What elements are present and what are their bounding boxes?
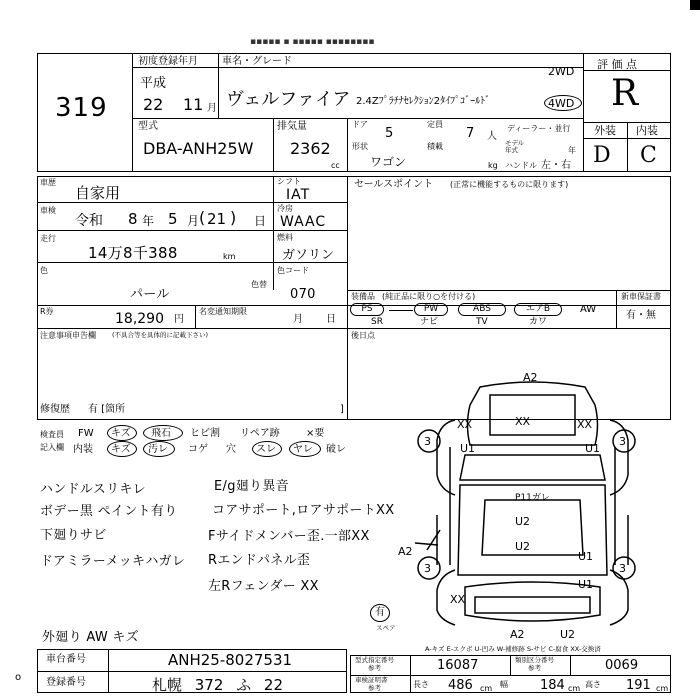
inspection-year-unit: 年 bbox=[142, 214, 155, 228]
diagram-mark-xx-left: XX bbox=[457, 418, 473, 431]
back-seat-label: 後日点 bbox=[351, 331, 375, 340]
drive-4wd: 4WD bbox=[548, 97, 575, 110]
inspector-wear: スレ bbox=[256, 444, 276, 455]
equip-pw: PW bbox=[414, 303, 448, 316]
color-label: 色 bbox=[40, 266, 48, 275]
usage-value: 自家用 bbox=[75, 184, 121, 202]
recycle-unit: 円 bbox=[174, 314, 184, 325]
class-label: 類別区分番号 bbox=[515, 656, 554, 664]
model-num-label: 型式指定番号 bbox=[355, 656, 394, 664]
certificate-sub: 参考 bbox=[368, 684, 381, 692]
inspector-label-2: 記入欄 bbox=[40, 443, 64, 452]
repair-close: ] bbox=[340, 404, 344, 415]
color-code-label: 色コード bbox=[277, 266, 309, 275]
inspection-label: 車検 bbox=[40, 206, 56, 215]
equip-sr: SR bbox=[371, 317, 383, 327]
inspector-label-1: 検査員 bbox=[40, 430, 64, 439]
diagram-mark-u2-mid: U2 bbox=[515, 515, 531, 528]
corner-mark bbox=[690, 0, 700, 10]
length-label: 長さ bbox=[413, 680, 429, 689]
diagram-mark-a2-top: A2 bbox=[523, 371, 538, 384]
dealer-text: ディーラー・並行 bbox=[507, 124, 571, 133]
circle-wear bbox=[252, 441, 282, 457]
color-code-value: 070 bbox=[290, 287, 316, 302]
inspector-req: ×要 bbox=[306, 428, 325, 439]
diagram-mark-3-rl: 3 bbox=[424, 562, 431, 575]
chassis-label: 車台番号 bbox=[46, 654, 86, 665]
spare-label: 有 bbox=[375, 607, 385, 618]
shape-label: 形状 bbox=[352, 142, 368, 151]
first-reg-month: 11 bbox=[183, 95, 204, 114]
inspector-repair: リペア跡 bbox=[240, 428, 280, 439]
note-left-1: ハンドルスリキレ bbox=[40, 482, 146, 497]
capacity-label: 定員 bbox=[427, 120, 443, 129]
circle-dirt bbox=[143, 441, 175, 457]
diagram-mark-u1-fr: U1 bbox=[585, 442, 601, 455]
class-value: 0069 bbox=[605, 658, 639, 673]
shift-label: シフト bbox=[277, 177, 301, 186]
width-value: 184 bbox=[540, 678, 565, 693]
model-label: 型式 bbox=[138, 121, 158, 132]
cooling-value: WAAC bbox=[280, 214, 327, 230]
note-bottom: 外廻り AW キズ bbox=[42, 630, 139, 645]
spare-caption: スペア bbox=[376, 624, 396, 632]
inspection-era: 令和 bbox=[75, 213, 103, 229]
displacement-unit: cc bbox=[331, 161, 340, 170]
equip-aw: AW bbox=[580, 304, 597, 315]
first-reg-label: 初度登録年月 bbox=[138, 56, 198, 67]
inspector-scratch: キズ bbox=[111, 428, 131, 439]
length-value: 486 bbox=[448, 678, 473, 693]
inspector-dirt: 汚レ bbox=[148, 444, 168, 455]
diagram-legend: A-キズ E-エクボ U-凹み W-補修跡 S-サビ C-腐食 XX-交換済 bbox=[425, 645, 601, 653]
grade-label: 評 価 点 bbox=[597, 58, 637, 71]
notice-label: 名変通知期限 bbox=[199, 307, 247, 316]
paren-open: ( bbox=[199, 208, 206, 227]
doors-label: ドア bbox=[352, 120, 368, 129]
registration-value: 札幌 372 ふ 22 bbox=[152, 676, 284, 694]
paren-close: ) bbox=[230, 208, 237, 227]
inspector-int-scratch: キズ bbox=[111, 444, 131, 455]
diagram-mark-p11: P11ガレ bbox=[515, 493, 550, 503]
model-year-unit: 年 bbox=[568, 146, 576, 155]
notice-day-unit: 日 bbox=[326, 314, 336, 325]
interior-label: 内装 bbox=[636, 124, 658, 137]
chassis-value: ANH25-8027531 bbox=[168, 651, 293, 669]
margin-mark: o bbox=[15, 672, 22, 683]
grade-value: R bbox=[611, 73, 639, 114]
capacity-unit: 人 bbox=[487, 131, 497, 142]
diagram-mark-u1-rr: U1 bbox=[578, 550, 594, 563]
width-label: 幅 bbox=[500, 680, 508, 689]
model-year-label: モデル年式 bbox=[505, 139, 525, 154]
note-right-1: E/g廻り異音 bbox=[214, 479, 289, 494]
inspection-year: 8 bbox=[128, 210, 138, 228]
diagram-mark-xx-right: XX bbox=[577, 418, 593, 431]
length-unit: cm bbox=[480, 684, 493, 693]
load-label: 積載 bbox=[427, 142, 443, 151]
circle-scratch bbox=[107, 425, 137, 441]
displacement-value: 2362 bbox=[290, 139, 331, 158]
note-left-2: ボデー黒 ペイント有り bbox=[40, 504, 178, 519]
diagram-mark-a2-bottom: A2 bbox=[510, 628, 525, 641]
mileage-unit: km bbox=[223, 252, 236, 261]
model-value: DBA-ANH25W bbox=[143, 139, 254, 158]
equip-abs: ABS bbox=[458, 303, 506, 316]
equip-ps: PS bbox=[350, 303, 384, 316]
shape-value: ワゴン bbox=[370, 155, 407, 169]
equipment-label: 装備品 bbox=[351, 292, 375, 301]
color-change-label: 色替 bbox=[251, 280, 267, 289]
inspector-crack: ヒビ割 bbox=[190, 428, 220, 439]
first-reg-year: 22 bbox=[143, 95, 164, 114]
class-sub: 参考 bbox=[528, 664, 541, 672]
capacity-value: 7 bbox=[466, 126, 475, 141]
drive-2wd: 2WD bbox=[548, 65, 575, 78]
inspector-tear: 破レ bbox=[326, 444, 346, 455]
width-unit: cm bbox=[568, 684, 581, 693]
notice-month-unit: 月 bbox=[293, 314, 303, 325]
diagram-mark-xx-rear: XX bbox=[450, 593, 466, 606]
displacement-label: 排気量 bbox=[277, 121, 307, 132]
equip-navi: ナビ bbox=[420, 317, 439, 327]
recycle-label: R券 bbox=[40, 307, 54, 316]
repair-label: 修復歴 bbox=[40, 404, 70, 415]
notes-sub: (不具合等を具体的に記載下さい) bbox=[112, 331, 209, 339]
diagram-mark-3-rr: 3 bbox=[619, 562, 626, 575]
warranty-label: 新車保証書 bbox=[621, 292, 661, 301]
fuel-value: ガソリン bbox=[282, 248, 335, 263]
inspector-burn: コゲ bbox=[188, 444, 208, 455]
model-num-sub: 参考 bbox=[368, 664, 381, 672]
circle-sag bbox=[289, 441, 321, 457]
note-right-3: Fサイドメンバー歪.一部XX bbox=[208, 529, 370, 544]
inspector-fw: FW bbox=[78, 428, 94, 439]
note-right-4: Rエンドパネル歪 bbox=[208, 553, 311, 568]
recycle-value: 18,290 bbox=[115, 311, 164, 327]
equip-airbag: エアB bbox=[514, 303, 562, 316]
inspection-day: 21 bbox=[207, 210, 227, 228]
inspector-interior: 内装 bbox=[73, 444, 93, 455]
sales-point-note: (正常に機能するものに限ります) bbox=[450, 180, 569, 189]
diagram-mark-u2-bottom: U2 bbox=[560, 628, 576, 641]
registration-label: 登録番号 bbox=[46, 677, 86, 688]
mileage-label: 走行 bbox=[40, 234, 56, 243]
color-value: パール bbox=[130, 287, 170, 302]
note-left-4: ドアミラーメッキハガレ bbox=[40, 554, 186, 569]
height-unit: cm bbox=[656, 684, 669, 693]
exterior-label: 外装 bbox=[594, 124, 616, 137]
car-grade: 2.4Zﾌﾟﾗﾁﾅｾﾚｸｼｮﾝ2ﾀｲﾌﾟｺﾞｰﾙﾄﾞ bbox=[356, 96, 491, 107]
inspection-month: 5 bbox=[168, 210, 178, 228]
interior-value: C bbox=[640, 143, 657, 168]
shift-value: IAT bbox=[286, 187, 311, 203]
first-reg-month-unit: 月 bbox=[207, 103, 217, 114]
circle-chip bbox=[143, 425, 183, 441]
mileage-value: 14万8千388 bbox=[88, 244, 178, 262]
diagram-mark-3-fr: 3 bbox=[619, 435, 626, 448]
diagram-mark-u1-rr2: U1 bbox=[578, 578, 594, 591]
circle-int-scratch bbox=[107, 441, 137, 457]
note-right-5: 左Rフェンダー XX bbox=[208, 579, 319, 594]
equip-leather: カワ bbox=[529, 317, 548, 327]
doors-value: 5 bbox=[385, 126, 394, 141]
model-num-value: 16087 bbox=[437, 658, 479, 673]
usage-label: 車歴 bbox=[40, 178, 56, 187]
lot-number: 319 bbox=[55, 93, 108, 123]
note-left-3: 下廻りサビ bbox=[40, 528, 107, 543]
diagram-mark-u1-fl: U1 bbox=[460, 442, 476, 455]
inspector-chip: 飛石 bbox=[151, 428, 171, 439]
exterior-value: D bbox=[593, 143, 611, 168]
inspection-month-unit: 月 bbox=[187, 214, 200, 228]
cooling-label: 冷房 bbox=[277, 204, 293, 213]
car-name: ヴェルファイア bbox=[226, 89, 351, 110]
notes-label: 注意事項申告欄 bbox=[40, 331, 96, 340]
sales-point-label: セールスポイント bbox=[354, 179, 434, 190]
inspection-day-unit: 日 bbox=[254, 214, 267, 228]
warranty-value: 有・無 bbox=[626, 310, 656, 321]
diagram-mark-3-fl: 3 bbox=[424, 435, 431, 448]
vehicle-damage-diagram bbox=[395, 365, 670, 645]
inspector-hole: 穴 bbox=[226, 444, 236, 455]
first-reg-era: 平成 bbox=[140, 76, 167, 91]
diagram-mark-a2-left: A2 bbox=[398, 545, 413, 558]
fuel-label: 燃料 bbox=[277, 233, 293, 242]
equip-tv: TV bbox=[476, 317, 488, 327]
handle-value: 左・右 bbox=[541, 160, 571, 171]
diagram-mark-xx-roof: XX bbox=[515, 415, 531, 428]
repair-value: 有 [箇所 bbox=[88, 404, 126, 415]
note-right-2: コアサポート,ロアサポートXX bbox=[212, 503, 395, 518]
load-unit: kg bbox=[488, 161, 498, 170]
inspector-sag: ヤレ bbox=[293, 444, 313, 455]
handle-label: ハンドル bbox=[505, 161, 537, 170]
header-top-text: ▪▪▪▪▪ ▪ ▪▪▪▪▪ ▪▪▪▪▪▪▪▪ bbox=[250, 37, 375, 47]
diagram-mark-u2-mid2: U2 bbox=[515, 540, 531, 553]
certificate-label: 車検証明書 bbox=[355, 676, 388, 684]
equipment-note: (純正品に限り○を付ける) bbox=[382, 292, 476, 301]
car-name-label: 車名・グレード bbox=[222, 56, 292, 67]
height-label: 高さ bbox=[585, 680, 601, 689]
height-value: 191 bbox=[626, 678, 651, 693]
